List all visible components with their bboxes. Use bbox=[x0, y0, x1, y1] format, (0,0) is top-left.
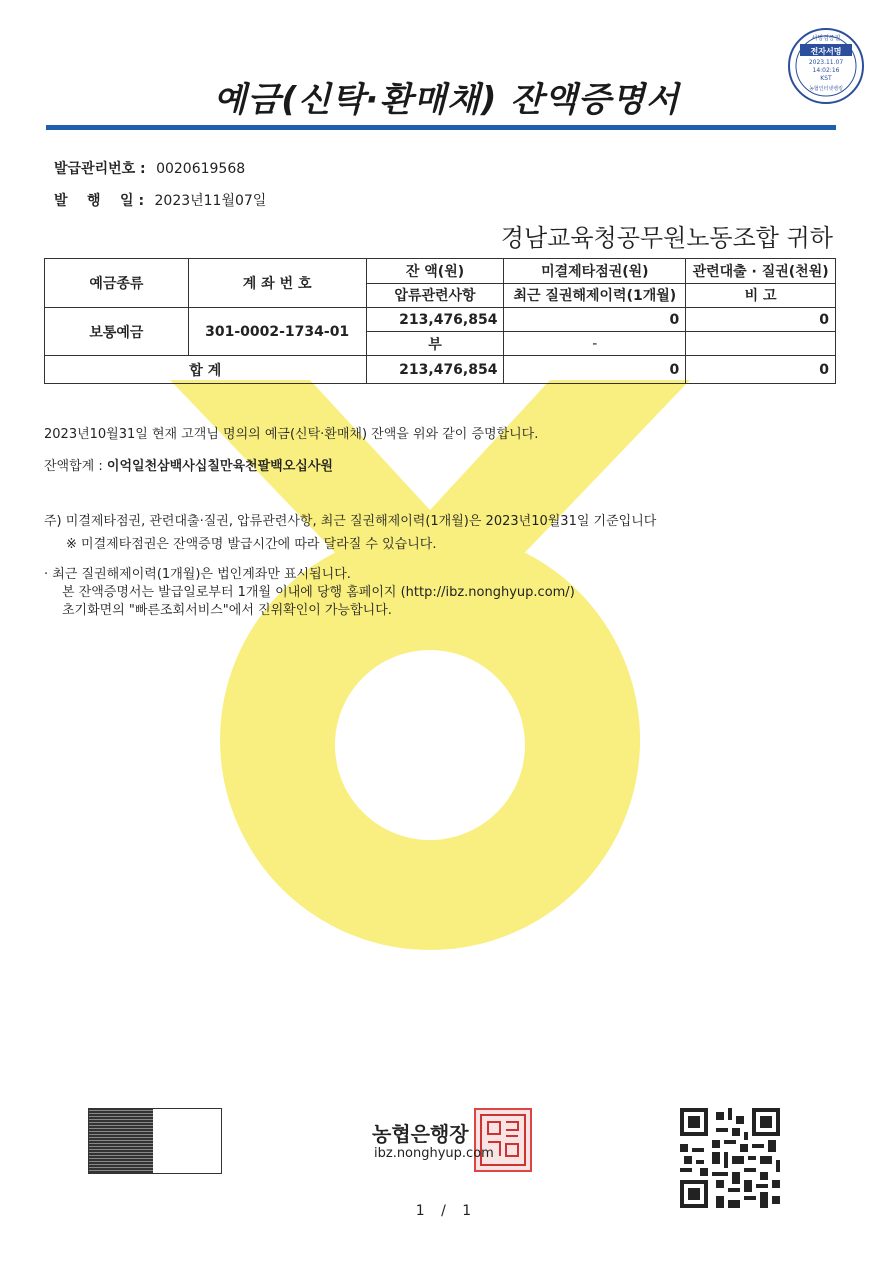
bank-name: 농협은행장 bbox=[372, 1122, 469, 1146]
issue-date-row bbox=[54, 190, 266, 210]
total-loan: 0 bbox=[686, 356, 836, 384]
amount-label: 잔액합계 : bbox=[44, 459, 103, 474]
header-type: 예금종류 bbox=[45, 259, 189, 308]
header-pledge: 최근 질권해제이력(1개월) bbox=[504, 283, 686, 308]
cell-seizure: 부 bbox=[366, 332, 504, 356]
balance-table bbox=[44, 258, 836, 384]
table-header-row bbox=[45, 259, 836, 284]
nh-watermark-logo bbox=[140, 360, 720, 960]
stamp-tz: KST bbox=[820, 75, 832, 82]
stamp-date: 2023.11.07 bbox=[808, 59, 844, 66]
cell-type: 보통예금 bbox=[45, 308, 189, 356]
total-balance: 213,476,854 bbox=[366, 356, 504, 384]
bank-seal bbox=[474, 1108, 532, 1172]
note-2: ※ 미결제타점권은 잔액증명 발급시간에 따라 달라질 수 있습니다. bbox=[66, 537, 437, 552]
title-rule bbox=[46, 125, 836, 130]
cell-unsettled: 0 bbox=[504, 308, 686, 332]
total-unsettled: 0 bbox=[504, 356, 686, 384]
amount-words: 이억일천삼백사십칠만육천팔백오십사원 bbox=[106, 459, 333, 474]
cell-account: 301-0002-1734-01 bbox=[188, 308, 366, 356]
header-account: 계 좌 번 호 bbox=[188, 259, 366, 308]
header-unsettled: 미결제타점권(원) bbox=[504, 259, 686, 284]
note-1: 주) 미결제타점권, 관련대출·질권, 압류관련사항, 최근 질권해제이력(1개월)은 2023년10월31일 기준입니다 bbox=[44, 514, 657, 529]
stamp-time: 14:02:16 bbox=[812, 67, 840, 74]
verification-barcode bbox=[88, 1108, 222, 1174]
stamp-top: 서명검증필 bbox=[811, 35, 841, 42]
cell-balance: 213,476,854 bbox=[366, 308, 504, 332]
statement-text: 2023년10월31일 현재 고객님 명의의 예금(신탁·환매채) 잔액을 위와 같이 증명합니다. bbox=[44, 427, 539, 442]
qr-code bbox=[680, 1108, 780, 1208]
header-note: 비 고 bbox=[686, 283, 836, 308]
header-seizure: 압류관련사항 bbox=[366, 283, 504, 308]
amount-row bbox=[44, 455, 333, 474]
header-balance: 잔 액(원) bbox=[366, 259, 504, 284]
header-loan: 관련대출 · 질권(천원) bbox=[686, 259, 836, 284]
page-number: 1 / 1 bbox=[415, 1203, 478, 1219]
bullet-1: · 최근 질권해제이력(1개월)은 법인계좌만 표시됩니다. bbox=[44, 567, 351, 582]
addressee: 경남교육청공무원노동조합 귀하 bbox=[500, 224, 833, 252]
table-row bbox=[45, 308, 836, 332]
cell-note bbox=[686, 332, 836, 356]
table-total-row bbox=[45, 356, 836, 384]
stamp-bottom: 농협인터넷뱅킹 bbox=[809, 86, 843, 92]
bank-url: ibz.nonghyup.com bbox=[374, 1146, 494, 1161]
seal-pattern bbox=[476, 1110, 530, 1170]
barcode-pattern bbox=[89, 1109, 153, 1173]
issue-number-label: 발급관리번호 : bbox=[54, 161, 146, 177]
issue-number: 0020619568 bbox=[156, 161, 246, 177]
issue-date-label: 발 행 일 : bbox=[54, 193, 145, 209]
stamp-main: 전자서명 bbox=[810, 47, 842, 56]
cell-pledge: - bbox=[504, 332, 686, 356]
document-title: 예금(신탁·환매채) 잔액증명서 bbox=[213, 80, 680, 120]
bullet-2: 본 잔액증명서는 발급일로부터 1개월 이내에 당행 홈페이지 (http://ibz.nonghyup.com/) bbox=[62, 585, 575, 600]
issue-number-row bbox=[54, 158, 245, 178]
bullet-3: 초기화면의 "빠른조회서비스"에서 진위확인이 가능합니다. bbox=[62, 603, 392, 618]
cell-loan: 0 bbox=[686, 308, 836, 332]
issue-date: 2023년11월07일 bbox=[154, 193, 267, 209]
total-label: 합 계 bbox=[45, 356, 367, 384]
